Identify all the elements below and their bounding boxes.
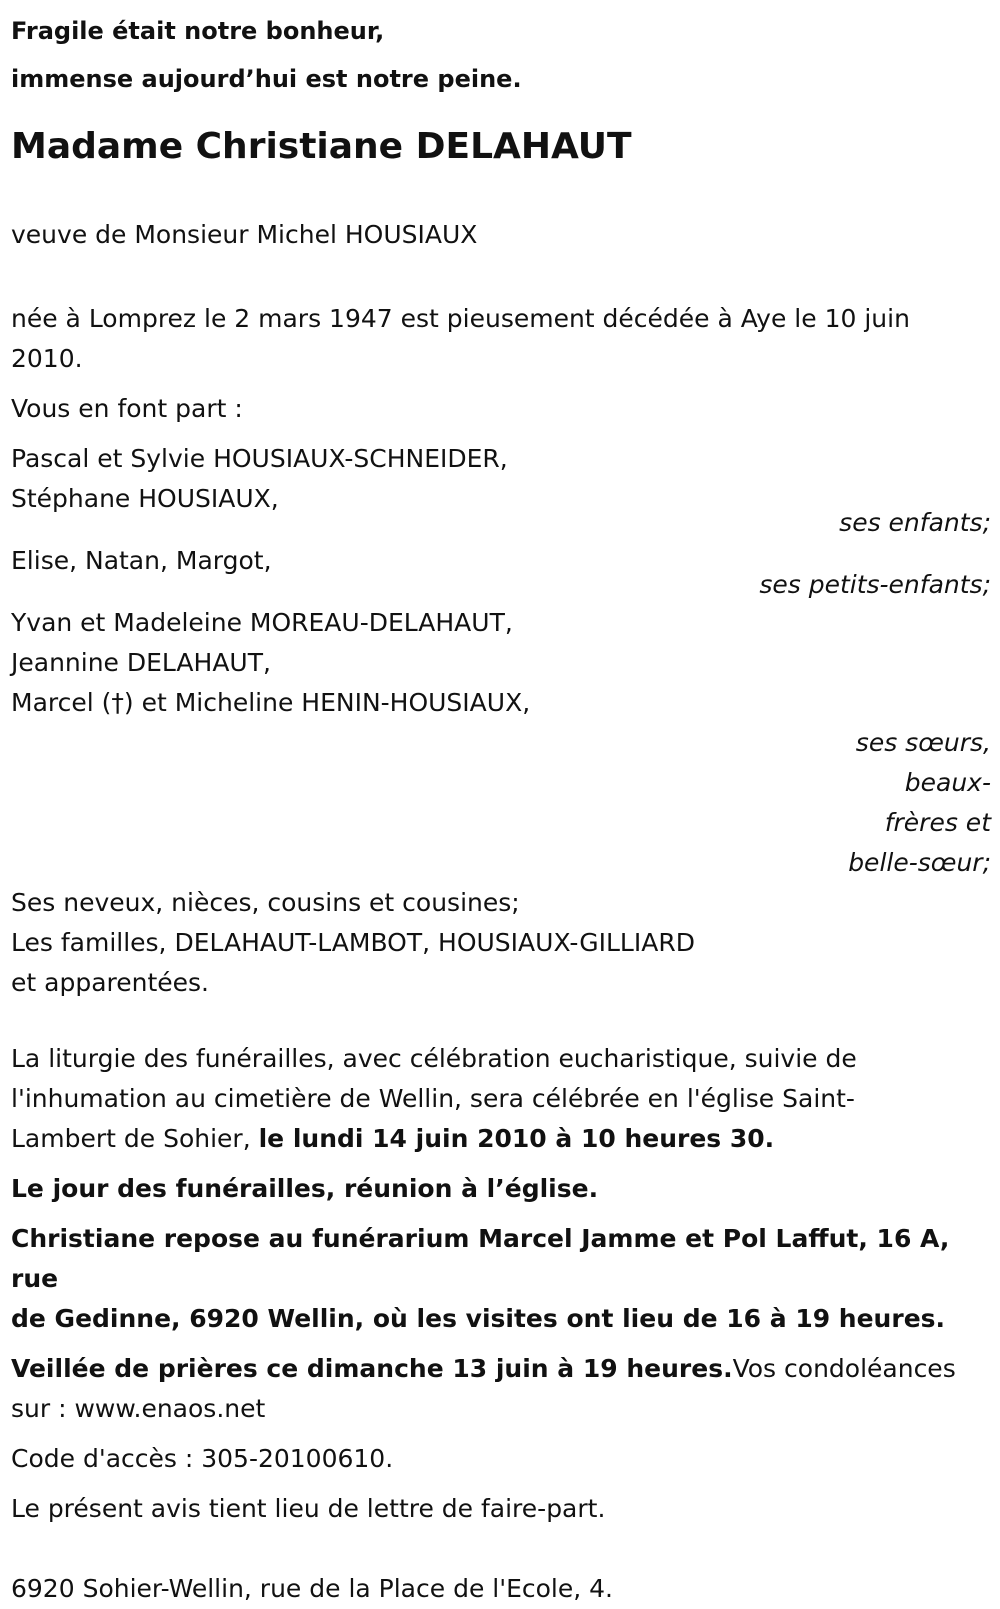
grandchildren-relation: ses petits-enfants; — [759, 570, 991, 599]
children-block — [11, 439, 991, 543]
repose-text — [11, 1219, 991, 1339]
children-relation: ses enfants; — [839, 508, 991, 537]
sibling-name: Jeannine DELAHAUT, — [11, 648, 271, 677]
obituary-notice — [11, 7, 991, 1609]
epigraph-line-1: Fragile était notre bonheur, — [11, 17, 385, 45]
other-family-line: et apparentées. — [11, 968, 209, 997]
child-name: Pascal et Sylvie HOUSIAUX-SCHNEIDER, — [11, 444, 508, 473]
vigil-bold: Veillée de prières ce dimanche 13 juin à 19 heures. — [11, 1354, 733, 1383]
notice-text: Le présent avis tient lieu de lettre de faire-part. — [11, 1494, 606, 1523]
other-family-block — [11, 883, 991, 1003]
other-family-line: Les familles, DELAHAUT-LAMBOT, HOUSIAUX-GILLIARD — [11, 928, 695, 957]
widow-line: veuve de Monsieur Michel HOUSIAUX — [11, 220, 478, 249]
birth-death-line-2: 2010. — [11, 344, 83, 373]
vigil-text — [11, 1349, 991, 1429]
liturgy-place: Lambert de Sohier, — [11, 1124, 259, 1153]
condolences-website: sur : www.enaos.net — [11, 1394, 266, 1423]
repose-line-2: de Gedinne, 6920 Wellin, où les visites ont lieu de 16 à 19 heures. — [11, 1304, 946, 1333]
condolences-text: Vos condoléances — [732, 1354, 956, 1383]
siblings-relation-line: belle-sœur; — [848, 848, 991, 877]
epigraph-line-2: immense aujourd’hui est notre peine. — [11, 65, 522, 93]
birth-death-text — [11, 299, 991, 379]
grandchildren-block — [11, 541, 991, 605]
vigil-line-1 — [11, 1349, 991, 1389]
birth-death-line-1: née à Lomprez le 2 mars 1947 est pieusement décédée à Aye le 10 juin — [11, 304, 910, 333]
address-text: 6920 Sohier-Wellin, rue de la Place de l'Ecole, 4. — [11, 1574, 614, 1603]
grandchildren-names: Elise, Natan, Margot, — [11, 546, 272, 575]
siblings-relation — [791, 723, 991, 883]
access-code: Code d'accès : 305-20100610. — [11, 1444, 394, 1473]
liturgy-text — [11, 1039, 991, 1159]
sibling-name: Marcel (†) et Micheline HENIN-HOUSIAUX, — [11, 688, 531, 717]
siblings-block — [11, 603, 991, 883]
intro-text: Vous en font part : — [11, 394, 243, 423]
repose-line-1: Christiane repose au funérarium Marcel Jamme et Pol Laffut, 16 A, rue — [11, 1224, 950, 1293]
other-family-line: Ses neveux, nièces, cousins et cousines; — [11, 888, 520, 917]
liturgy-line-1: La liturgie des funérailles, avec célébration eucharistique, suivie de — [11, 1044, 857, 1073]
sibling-name: Yvan et Madeleine MOREAU-DELAHAUT, — [11, 608, 513, 637]
liturgy-date: le lundi 14 juin 2010 à 10 heures 30. — [258, 1124, 775, 1153]
epigraph — [11, 7, 991, 103]
reunion-text: Le jour des funérailles, réunion à l’église. — [11, 1174, 599, 1203]
deceased-name: Madame Christiane DELAHAUT — [11, 126, 632, 167]
siblings-relation-line: ses sœurs, beaux- — [855, 728, 991, 797]
liturgy-line-3 — [11, 1119, 991, 1159]
siblings-relation-line: frères et — [884, 808, 991, 837]
child-name: Stéphane HOUSIAUX, — [11, 484, 279, 513]
liturgy-line-2: l'inhumation au cimetière de Wellin, sera célébrée en l'église Saint- — [11, 1084, 855, 1113]
